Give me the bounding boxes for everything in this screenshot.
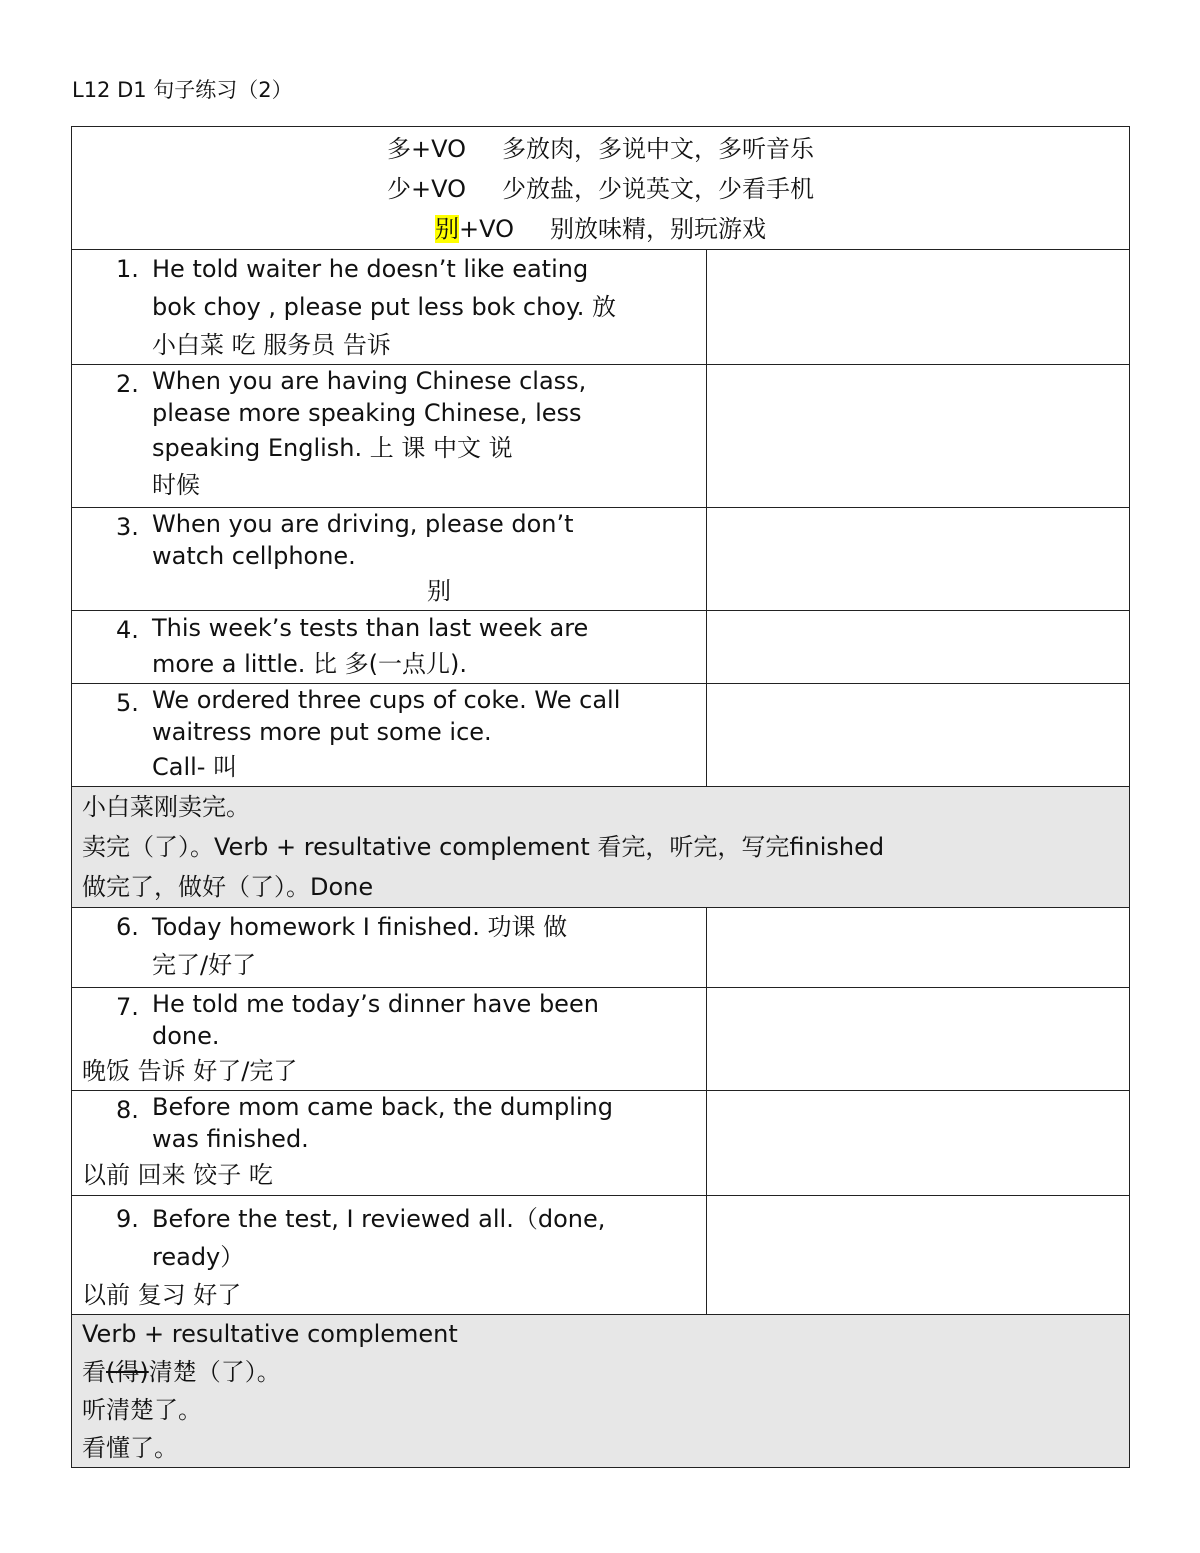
question-row-6 [72,908,1130,988]
question-hint: 晚饭 告诉 好了/完了 [82,1057,298,1085]
question-text: waitress more put some ice. [152,718,492,746]
question-number: 2. [116,370,139,398]
question-number: 6. [116,913,139,941]
answer-cell-2[interactable] [707,365,1130,508]
question-number: 5. [116,689,139,717]
question-number: 4. [116,616,139,644]
question-row-9 [72,1196,1130,1315]
question-text: This week’s tests than last week are [152,614,589,642]
question-text: Before the test, I reviewed all.（done, [152,1205,606,1233]
question-text: When you are driving, please don’t [152,510,574,538]
grammar-note-1 [72,787,1130,908]
question-hint: 以前 回来 饺子 吃 [82,1161,273,1189]
question-cell-7 [72,988,707,1091]
question-hint: 时候 [152,471,200,499]
question-cell-3 [72,508,707,611]
question-text: done. [152,1022,220,1050]
question-row-8 [72,1091,1130,1196]
highlighted-word: 别 [435,215,459,243]
answer-cell-5[interactable] [707,684,1130,787]
note-line: 做完了，做好（了）。Done [82,873,374,901]
answer-cell-1[interactable] [707,250,1130,365]
question-number: 8. [116,1096,139,1124]
question-cell-4 [72,611,707,684]
question-row-2 [72,365,1130,508]
question-row-7 [72,988,1130,1091]
note-row-1 [72,787,1130,908]
worksheet-table [71,126,1130,1468]
question-text: was finished. [152,1125,309,1153]
answer-cell-4[interactable] [707,611,1130,684]
grammar-header-row [72,127,1130,250]
answer-cell-7[interactable] [707,988,1130,1091]
question-cell-1 [72,250,707,365]
document-title: L12 D1 句子练习（2） [72,78,293,102]
question-text: watch cellphone. [152,542,356,570]
question-cell-5 [72,684,707,787]
question-row-5 [72,684,1130,787]
note-row-2 [72,1315,1130,1468]
answer-cell-8[interactable] [707,1091,1130,1196]
question-text: ready） [152,1243,245,1271]
answer-cell-9[interactable] [707,1196,1130,1315]
grammar-header-cell [72,127,1130,250]
question-text: please more speaking Chinese, less [152,399,582,427]
note-line: 小白菜刚卖完。 [82,793,250,821]
question-hint: Call- 叫 [152,753,238,781]
note-line: 听清楚了。 [82,1396,202,1424]
question-hint: 小白菜 吃 服务员 告诉 [152,331,391,359]
question-number: 1. [116,255,139,283]
question-number: 9. [116,1205,139,1233]
question-hint: 别 [427,577,451,605]
grammar-line-duo: 多+VO 多放肉，多说中文，多听音乐 [387,135,814,163]
struck-text: (得) [106,1358,149,1386]
question-text: He told me today’s dinner have been [152,990,599,1018]
grammar-note-2 [72,1315,1130,1468]
answer-cell-3[interactable] [707,508,1130,611]
question-cell-9 [72,1196,707,1315]
answer-cell-6[interactable] [707,908,1130,988]
question-text: When you are having Chinese class, [152,367,587,395]
question-text: We ordered three cups of coke. We call [152,686,621,714]
question-text: Before mom came back, the dumpling [152,1093,613,1121]
note-line: 看懂了。 [82,1434,178,1462]
question-text: more a little. 比 多(一点儿). [152,650,467,678]
question-cell-8 [72,1091,707,1196]
question-number: 3. [116,513,139,541]
question-cell-2 [72,365,707,508]
question-text: He told waiter he doesn’t like eating [152,255,589,283]
question-hint: 以前 复习 好了 [82,1281,242,1309]
grammar-line-bie: 别+VO 别放味精，别玩游戏 [435,215,766,243]
question-text: speaking English. 上 课 中文 说 [152,434,513,462]
note-line: 卖完（了）。Verb + resultative complement 看完，听完，写完finished [82,833,885,861]
note-line: 看(得)清楚（了）。 [82,1358,281,1386]
question-row-3 [72,508,1130,611]
grammar-line-shao: 少+VO 少放盐，少说英文，少看手机 [387,175,814,203]
question-number: 7. [116,993,139,1021]
question-text: bok choy , please put less bok choy. 放 [152,293,617,321]
question-hint: 完了/好了 [152,951,257,979]
question-row-4 [72,611,1130,684]
note-line: Verb + resultative complement [82,1320,458,1348]
question-cell-6 [72,908,707,988]
question-row-1 [72,250,1130,365]
question-text: Today homework I finished. 功课 做 [152,913,568,941]
